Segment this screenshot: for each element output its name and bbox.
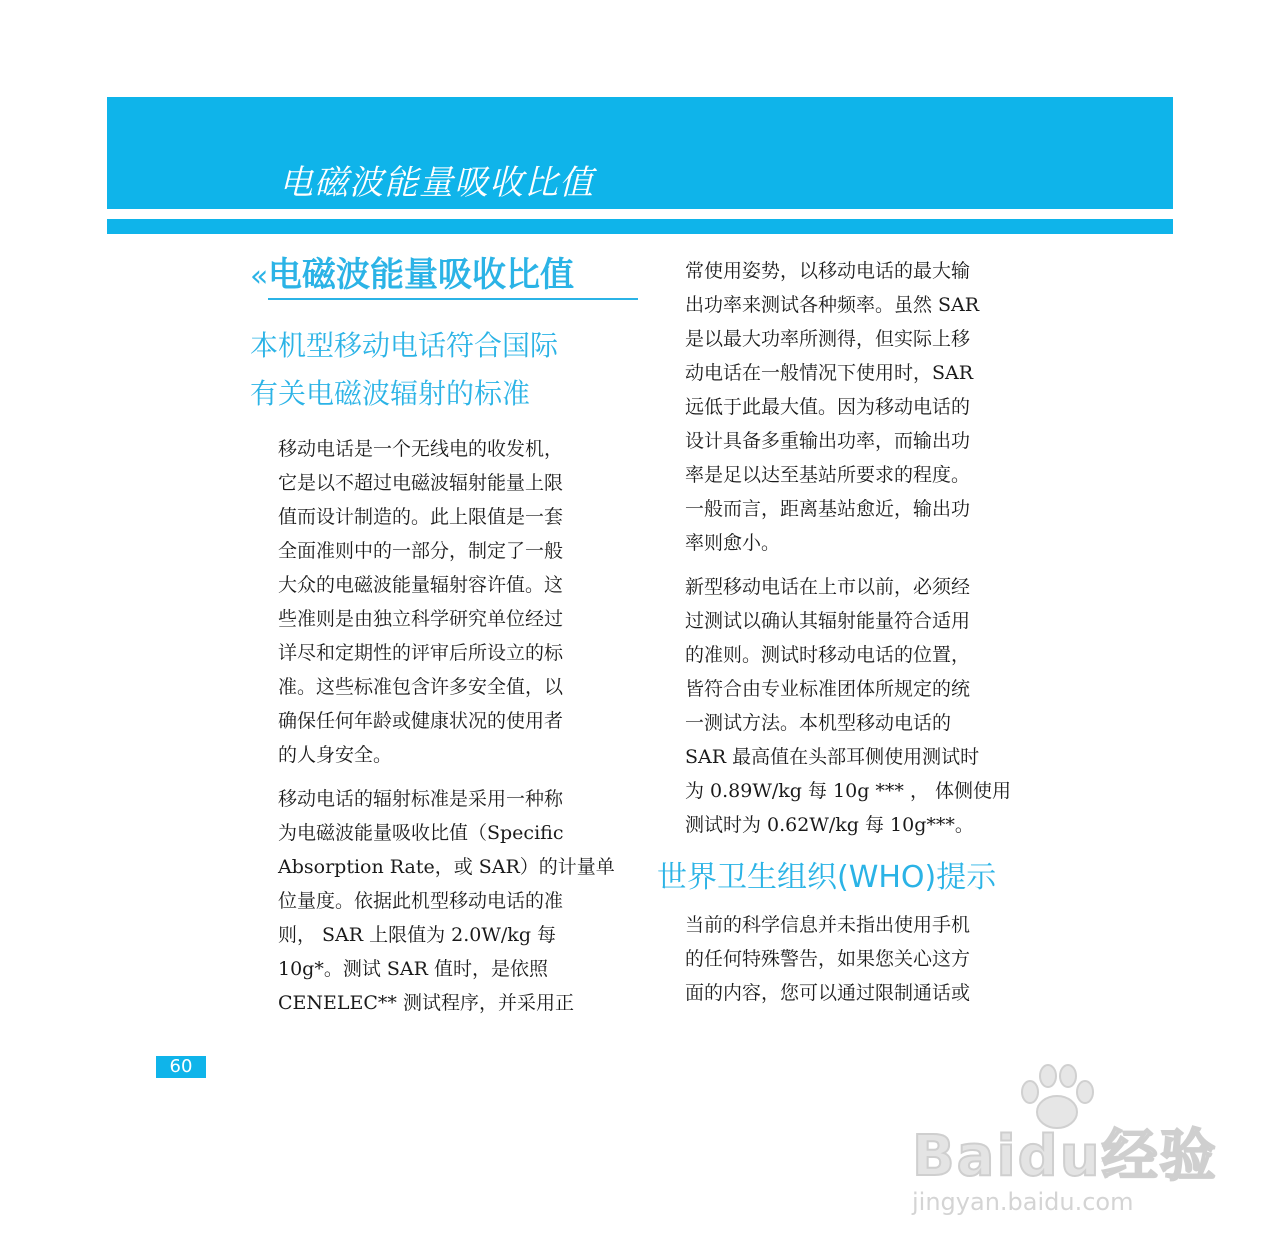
paragraph-who: 当前的科学信息并未指出使用手机 的任何特殊警告，如果您关心这方 面的内容，您可以通过限制通话或 [685,914,971,1004]
left-column [250,250,640,1020]
section-title [250,250,640,300]
paragraph-testing-power: 常使用姿势，以移动电话的最大输 出功率来测试各种频率。虽然 SAR 是以最大功率所测得，但实际上移 动电话在一般情况下使用时，SAR 远低于此最大值。因为移动电话的 设计具备多重输出功率，而输出功 率是足以达至基站所要求的程度。 一般而言，距离基站愈近，输出功 率则愈小。 [685,260,980,554]
header-title: 电磁波能量吸收比值 [279,163,594,203]
watermark-brand: Baidu经验 [912,1124,1218,1189]
watermark-url: jingyan.baidu.com [912,1188,1134,1216]
section-title-underline [268,298,638,300]
header-stripe [107,219,1173,234]
subtitle: 本机型移动电话符合国际 有关电磁波辐射的标准 [250,329,559,410]
paragraph-sar-standard: 移动电话的辐射标准是采用一种称 为电磁波能量吸收比值（Specific Absorption Rate，或 SAR）的计量单 位量度。依据此机型移动电话的准 则， SAR 上限值为 2.0W/kg 每 10g*。测试 SAR 值时，是依照 CENELEC** 测试程序，并采用正 [278,788,615,1014]
watermark [912,1060,1218,1216]
section-title-text: 电磁波能量吸收比值 [268,255,574,295]
double-chevron-left-icon: « [250,259,269,294]
page-number: 60 [156,1056,206,1078]
header-banner [107,97,1173,209]
paragraph-sar-values: 新型移动电话在上市以前，必须经 过测试以确认其辐射能量符合适用 的准则。测试时移动电话的位置， 皆符合由专业标准团体所规定的统 一测试方法。本机型移动电话的 SAR 最高值在头部耳侧使用测试时 为 0.89W/kg 每 10g *** ， 体侧使用 测试时为 0.62W/kg 每 10g***。 [685,576,1011,836]
paragraph-intro: 移动电话是一个无线电的收发机， 它是以不超过电磁波辐射能量上限 值而设计制造的。此上限值是一套 全面准则中的一部分，制定了一般 大众的电磁波能量辐射容许值。这 些准则是由独立科学研究单位经过 详尽和定期性的评审后所设立的标 准。这些标准包含许多安全值，以 确保任何年龄或健康状况的使用者 的人身安全。 [278,438,564,766]
right-column [657,254,1037,1010]
who-title: 世界卫生组织(WHO)提示 [657,860,997,895]
